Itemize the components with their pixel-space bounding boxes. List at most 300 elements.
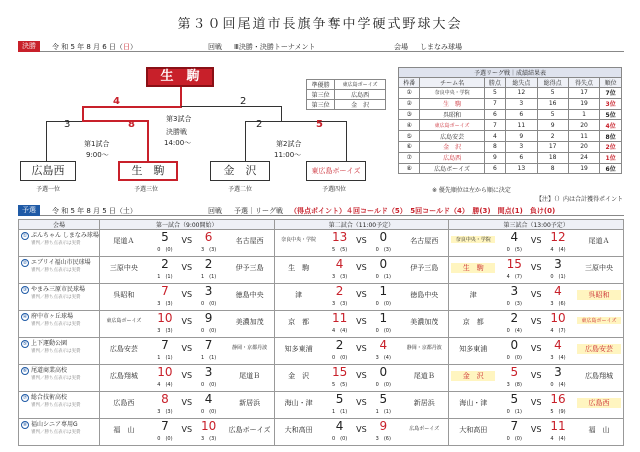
prelim-rule: （得点ポイント）４回コールド（5） 5回コールド（4） 勝(3) 間点(1) 負け(0) (290, 207, 556, 215)
score-a: 5 (335, 392, 344, 406)
vs-label: VS (530, 236, 542, 245)
standings-row (307, 100, 386, 110)
seed-1: 予選一位 (36, 186, 61, 193)
points-b: 0 (0) (200, 301, 217, 307)
vs-label: VS (530, 263, 542, 272)
score-a: 3 (510, 284, 519, 298)
standings-row (307, 90, 386, 100)
points-a: 1 (1) (157, 274, 173, 280)
final-game-label: 第3試合 (166, 115, 192, 123)
points-a: 3 (3) (331, 274, 348, 280)
vs-label: VS (181, 344, 193, 353)
ranking-row (399, 120, 622, 131)
ranking-header: チーム名 (420, 78, 484, 88)
venue-name (19, 338, 99, 349)
points-b: 4 (7) (550, 328, 566, 334)
points-b: 3 (6) (550, 301, 566, 307)
score-b: 7 (204, 338, 213, 352)
score-a: 11 (331, 311, 348, 325)
game-cell (274, 338, 449, 365)
match-row (19, 392, 624, 419)
vs-label: VS (530, 344, 542, 353)
score-a: 5 (510, 365, 519, 379)
points-a: 0 (0) (331, 355, 348, 361)
venue-sub: 審判／勝ち点表示は実費 (31, 322, 81, 327)
final-game-name: 決勝戦 (166, 128, 187, 136)
venue-cell (19, 284, 100, 311)
g1-time: 9:00～ (86, 151, 109, 159)
game-cell (449, 257, 624, 284)
points-a: 5 (5) (331, 247, 348, 253)
points-b: 4 (4) (550, 436, 566, 442)
team-b: 広島安芸 (577, 344, 621, 354)
g1-right-down (147, 120, 149, 161)
g1-left-down (46, 121, 47, 161)
ranking-cell: 7 (484, 98, 505, 109)
champion-line (180, 87, 182, 107)
final-round-label: 回戦 (208, 43, 222, 51)
score-a: 2 (335, 338, 344, 352)
vs-label: VS (530, 398, 542, 407)
points-a: 0 (0) (157, 247, 173, 253)
g2-score-b: 5 (316, 119, 323, 130)
score-a: 7 (510, 419, 519, 433)
points-a: 0 (0) (331, 436, 348, 442)
game-cell (274, 365, 449, 392)
venue-sub: 審判／勝ち点表示は実費 (31, 349, 81, 354)
venue-cell (19, 365, 100, 392)
score-b: 0 (379, 257, 388, 271)
team-b: 福 山 (588, 426, 610, 434)
ranking-header: 勝点 (484, 78, 505, 88)
venue-sub: 審判／勝ち点表示は実費 (31, 241, 81, 246)
points-b: 3 (6) (375, 436, 391, 442)
game-cell (274, 392, 449, 419)
final-tag: 決勝 (18, 41, 40, 52)
team-b: 新居浜 (413, 399, 435, 407)
score-a: 10 (157, 365, 173, 379)
venue-number: ⑧ (22, 422, 28, 428)
venue-label: 上下運動公園 (31, 340, 68, 347)
venue-sub: 審判／勝ち点表示は実費 (31, 295, 81, 300)
team-a: 大和高田 (284, 426, 313, 434)
ranking-cell: 16 (537, 98, 568, 109)
team-b: 徳島中央 (235, 291, 264, 299)
game-cell (449, 338, 624, 365)
ranking-cell: 8位 (600, 131, 622, 142)
ranking-cell: 1 (568, 109, 599, 120)
game-cell (99, 392, 274, 419)
ranking-cell: 17 (568, 88, 599, 99)
game-cell (274, 419, 449, 446)
points-b: 0 (1) (375, 274, 391, 280)
venue-label: ぷんちゃん しまなみ球場 (31, 232, 99, 239)
ranking-cell: 9 (537, 120, 568, 131)
score-a: 5 (510, 392, 519, 406)
team-b: 徳島中央 (410, 291, 439, 299)
g1-line-right (82, 120, 148, 122)
ranking-cell: 1位 (600, 152, 622, 163)
score-a: 5 (161, 230, 169, 244)
vs-label: VS (356, 236, 367, 245)
game-cell (99, 365, 274, 392)
team-a: 知多東浦 (284, 345, 313, 353)
game-cell (274, 230, 449, 257)
points-b: 5 (9) (550, 409, 566, 415)
ranking-title: 予選リーグ戦｜成績結果表 (399, 68, 622, 78)
game-cell (449, 419, 624, 446)
ranking-cell: 6 (484, 109, 505, 120)
venue-number: ① (22, 233, 28, 239)
ranking-cell: 6位 (600, 163, 622, 174)
team-b: 伊予三島 (410, 264, 439, 272)
ranking-cell: 7 (484, 120, 505, 131)
score-a: 7 (161, 284, 169, 298)
ranking-cell: 5 (537, 109, 568, 120)
score-a: 7 (161, 338, 169, 352)
points-b: 3 (4) (550, 355, 566, 361)
venue-name (19, 419, 99, 430)
points-b: 0 (3) (375, 247, 391, 253)
points-b: 0 (0) (200, 328, 217, 334)
vs-label: VS (356, 371, 367, 380)
standing-team: 金 沢 (335, 100, 386, 110)
venue-cell (19, 338, 100, 365)
points-b: 4 (4) (550, 247, 566, 253)
ranking-header: 得失点 (568, 78, 599, 88)
ranking-cell: 奈良中央・学院 (420, 88, 484, 99)
ranking-cell: 8 (484, 141, 505, 152)
venue-name (19, 365, 99, 376)
ranking-row (399, 141, 622, 152)
vs-label: VS (181, 290, 193, 299)
game-cell (449, 392, 624, 419)
vs-label: VS (356, 398, 367, 407)
prelim-header-bar (18, 205, 624, 216)
game-cell (99, 338, 274, 365)
ranking-header: 総得点 (537, 78, 568, 88)
score-a: 15 (331, 365, 348, 379)
score-a: 2 (335, 284, 344, 298)
points-a: 0 (0) (157, 436, 173, 442)
venue-number: ⑤ (22, 341, 28, 347)
team-b: 伊予三島 (235, 264, 264, 272)
score-b: 5 (379, 392, 388, 406)
team-b: 広島ボーイズ (228, 426, 271, 434)
team-b: 名古屋西 (410, 237, 439, 245)
game-cell (449, 230, 624, 257)
team-b: 新居浜 (239, 399, 261, 407)
team-box-1: 広島西 (20, 161, 76, 181)
team-box-4: 東広島ボーイズ (306, 161, 366, 181)
ranking-cell: 5位 (600, 109, 622, 120)
game-cell (449, 365, 624, 392)
ranking-cell: 19 (568, 98, 599, 109)
points-a: 4 (4) (157, 382, 173, 388)
score-b: 1 (379, 311, 388, 325)
vs-label: VS (181, 263, 193, 272)
venue-cell (19, 257, 100, 284)
score-b: 4 (379, 338, 388, 352)
prelim-round: 予選｜リーグ戦 (234, 207, 283, 215)
score-a: 10 (157, 311, 173, 325)
team-a: 福 山 (113, 426, 135, 434)
final-header-bar (18, 41, 624, 52)
points-b: 1 (1) (200, 355, 217, 361)
team-b: 広島ボーイズ (409, 426, 440, 432)
points-b: 0 (0) (200, 409, 217, 415)
score-b: 0 (379, 365, 388, 379)
score-b: 11 (550, 419, 566, 433)
team-box-2: 生 駒 (118, 161, 178, 181)
team-a: 広島安芸 (109, 345, 138, 353)
ranking-cell: 12 (506, 88, 537, 99)
team-a: 知多東浦 (459, 345, 488, 353)
ranking-cell: 20 (568, 120, 599, 131)
ranking-cell: ⑧ (399, 163, 420, 174)
vs-label: VS (181, 317, 193, 326)
ranking-cell: 3位 (600, 98, 622, 109)
score-b: 3 (204, 365, 213, 379)
venue-label: 福山シニア専用G (31, 421, 78, 428)
vs-label: VS (356, 317, 367, 326)
ranking-cell: 11 (568, 131, 599, 142)
vs-label: VS (181, 371, 193, 380)
team-a: 海山・津 (284, 399, 313, 407)
points-a: 3 (3) (331, 301, 348, 307)
score-a: 2 (510, 311, 519, 325)
score-a: 0 (510, 338, 519, 352)
points-a: 0 (0) (506, 355, 522, 361)
team-b: 尾道Ｂ (413, 372, 435, 380)
venue-sub: 審判／勝ち点表示は実費 (31, 376, 81, 381)
g2-right-down (346, 121, 347, 161)
score-b: 10 (200, 419, 217, 433)
ranking-cell: ⑥ (399, 141, 420, 152)
venue-number: ⑦ (22, 395, 28, 401)
score-b: 10 (550, 311, 566, 325)
score-b: 3 (554, 257, 562, 271)
team-box-3: 金 沢 (210, 161, 270, 181)
team-a: 金 沢 (451, 371, 495, 381)
ranking-cell: ④ (399, 120, 420, 131)
match-table (18, 219, 624, 446)
g1-score-a: 3 (64, 119, 71, 130)
ranking-row (399, 109, 622, 120)
prelim-note: 【注】（）内は合計獲得ポイント (536, 196, 624, 203)
team-a: 広島翔城 (109, 372, 138, 380)
ranking-header: 総失点 (506, 78, 537, 88)
ranking-cell: 18 (537, 152, 568, 163)
team-a: 大和高田 (459, 426, 488, 434)
ranking-row (399, 152, 622, 163)
team-b: 尾道Ｂ (239, 372, 261, 380)
points-a: 5 (5) (331, 382, 348, 388)
score-b: 12 (550, 230, 566, 244)
ranking-row (399, 88, 622, 99)
seed-4: 予選四位 (322, 186, 347, 193)
points-a: 0 (4) (506, 328, 522, 334)
points-a: 4 (7) (506, 274, 522, 280)
points-a: 0 (0) (506, 436, 522, 442)
g1-label: 第1試合 (84, 140, 110, 148)
score-b: 0 (379, 230, 388, 244)
points-a: 0 (1) (506, 409, 522, 415)
standings-row (307, 80, 386, 90)
venue-label: 総合技術高校 (31, 394, 68, 401)
match-row (19, 257, 624, 284)
score-b: 3 (554, 365, 562, 379)
team-a: 尾道Ａ (113, 237, 135, 245)
score-b: 3 (204, 284, 213, 298)
team-b: 広島西 (577, 398, 621, 408)
points-b: 3 (4) (375, 355, 391, 361)
score-a: 13 (331, 230, 348, 244)
points-a: 3 (3) (157, 301, 173, 307)
score-a: 7 (161, 419, 169, 433)
venue-label: やまみ三原市民球場 (31, 286, 86, 293)
ranking-note: ※ 優先順位は左から順に決定 (432, 187, 511, 194)
team-a: 東広島ボーイズ (106, 318, 142, 324)
ranking-cell: 17 (537, 141, 568, 152)
ranking-cell: 8 (537, 163, 568, 174)
team-b: 美濃加茂 (410, 318, 439, 326)
team-a: 京 都 (288, 318, 310, 326)
game-cell (99, 311, 274, 338)
ranking-cell: 24 (568, 152, 599, 163)
score-a: 8 (161, 392, 169, 406)
ranking-cell: 4位 (600, 120, 622, 131)
team-a: 生 駒 (451, 263, 495, 273)
ranking-cell: 広島ボーイズ (420, 163, 484, 174)
game-cell (99, 257, 274, 284)
ranking-cell: 6 (484, 163, 505, 174)
g2-line-right (281, 121, 347, 122)
venue-number: ② (22, 260, 28, 266)
game-cell (274, 311, 449, 338)
match-row (19, 230, 624, 257)
team-b: 静岡・京都丹波 (232, 345, 268, 351)
standing-label: 第三位 (307, 100, 335, 110)
match-row (19, 311, 624, 338)
vs-label: VS (530, 290, 542, 299)
venue-label: エブリイ福山市民球場 (31, 259, 91, 266)
ranking-cell: ⑦ (399, 152, 420, 163)
points-b: 3 (3) (200, 247, 217, 253)
ranking-row (399, 131, 622, 142)
game-cell (274, 257, 449, 284)
seed-2: 予選三位 (134, 186, 159, 193)
match-row (19, 419, 624, 446)
venue-cell (19, 230, 100, 257)
team-a: 京 都 (462, 318, 484, 326)
team-a: 呉昭和 (113, 291, 135, 299)
ranking-cell: 3 (506, 98, 537, 109)
match-header: 第二試合（11:00予定） (274, 220, 449, 230)
venue-label: 府中市ヶ丘球場 (31, 313, 74, 320)
ranking-header: 順位 (600, 78, 622, 88)
score-b: 9 (379, 419, 388, 433)
team-a: 海山・津 (459, 399, 488, 407)
points-b: 1 (1) (200, 274, 217, 280)
ranking-cell: 19 (568, 163, 599, 174)
points-b: 1 (1) (375, 409, 391, 415)
venue-name (19, 257, 99, 268)
ranking-row (399, 163, 622, 174)
points-a: 1 (1) (331, 409, 348, 415)
g2-up-line (281, 106, 282, 121)
ranking-cell: 生 駒 (420, 98, 484, 109)
ranking-cell: ① (399, 88, 420, 99)
points-a: 3 (8) (506, 382, 522, 388)
g2-time: 11:00～ (274, 151, 302, 159)
score-a: 15 (506, 257, 522, 271)
ranking-cell: 9 (506, 131, 537, 142)
vs-label: VS (181, 425, 193, 434)
final-round: Ⅲ決勝・決勝トーナメント (234, 43, 316, 51)
g2-line-left (245, 121, 282, 122)
score-b: 1 (379, 284, 388, 298)
standing-label: 準優勝 (307, 80, 335, 90)
ranking-cell: 5 (484, 88, 505, 99)
champion-box: 生 駒 (146, 67, 214, 87)
score-b: 9 (204, 311, 213, 325)
ranking-cell: 広島安芸 (420, 131, 484, 142)
venue-name (19, 284, 99, 295)
ranking-table (398, 67, 622, 174)
vs-label: VS (356, 425, 367, 434)
game-cell (274, 284, 449, 311)
venue-cell (19, 419, 100, 446)
points-b: 0 (0) (200, 382, 217, 388)
team-b: 広島翔城 (585, 372, 613, 380)
venue-name (19, 230, 99, 241)
prelim-round-label: 回戦 (208, 207, 222, 215)
team-b: 尾道Ａ (588, 237, 610, 245)
score-a: 2 (161, 257, 169, 271)
seed-3: 予選二位 (228, 186, 253, 193)
final-venue-label: 会場 (394, 43, 408, 51)
standing-team: 広島西 (335, 90, 386, 100)
team-b: 静岡・京都丹波 (406, 345, 442, 351)
points-b: 3 (3) (200, 436, 217, 442)
points-b: 0 (0) (375, 328, 391, 334)
venue-name (19, 392, 99, 403)
g1-up-line (82, 106, 84, 121)
score-b: 2 (204, 257, 213, 271)
game-cell (99, 284, 274, 311)
points-a: 1 (1) (157, 355, 173, 361)
ranking-cell: 7位 (600, 88, 622, 99)
ranking-cell: 11 (506, 120, 537, 131)
page-title: 第３０回尾道市長旗争奪中学硬式野球大会 (177, 17, 463, 32)
team-a: 金 沢 (288, 372, 310, 380)
team-b: 呉昭和 (577, 290, 621, 300)
match-header: 会場 (19, 220, 100, 230)
score-b: 6 (204, 230, 213, 244)
ranking-cell: ③ (399, 109, 420, 120)
ranking-row (399, 98, 622, 109)
ranking-cell: 広島西 (420, 152, 484, 163)
match-header: 第三試合（13:00予定） (449, 220, 624, 230)
points-a: 3 (3) (157, 328, 173, 334)
team-b: 東広島ボーイズ (577, 317, 621, 324)
game-cell (449, 311, 624, 338)
vs-label: VS (181, 236, 193, 245)
points-a: 0 (3) (506, 301, 522, 307)
ranking-cell: 呉昭和 (420, 109, 484, 120)
team-b: 名古屋西 (235, 237, 264, 245)
